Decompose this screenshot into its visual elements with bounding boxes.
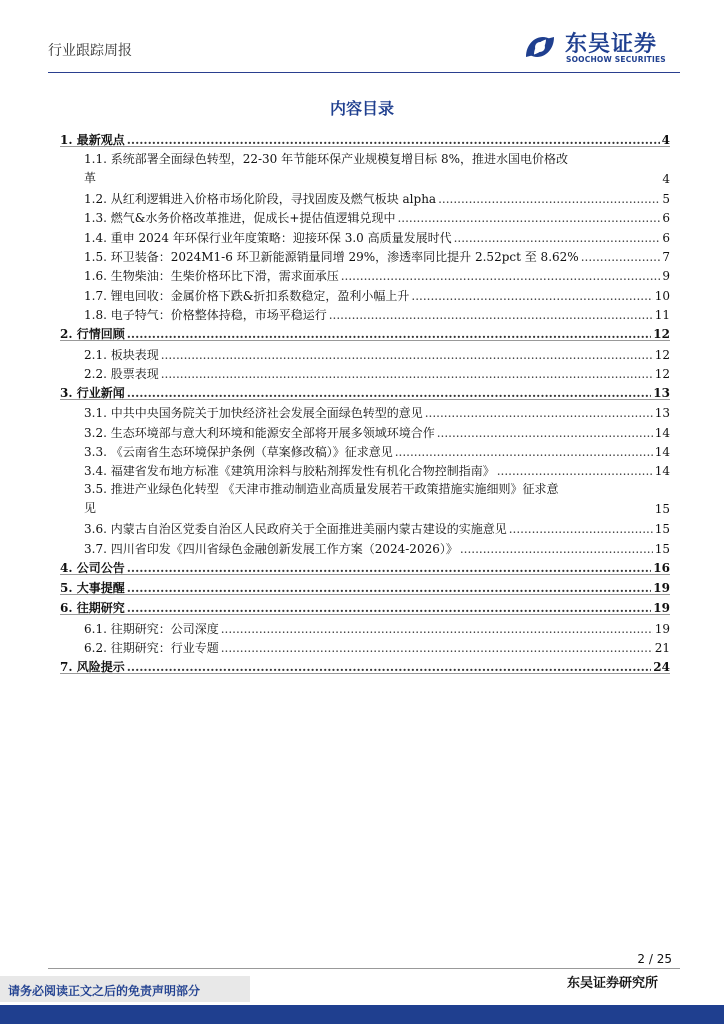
toc-leader-dots <box>497 465 653 477</box>
toc-page-number: 10 <box>654 288 670 303</box>
toc-leader-dots <box>438 193 660 205</box>
toc-section[interactable] <box>60 575 670 595</box>
toc-page-number: 12 <box>654 347 670 362</box>
toc-entry-label: 1.7. 锂电回收：金属价格下跌&折扣系数稳定，盈利小幅上升 <box>84 288 410 303</box>
toc-leader-dots <box>454 232 661 244</box>
toc-entry-label: 3.7. 四川省印发《四川省绿色金融创新发展工作方案（2024-2026）》 <box>84 541 458 556</box>
toc-page-number: 12 <box>654 366 670 381</box>
toc-section[interactable] <box>60 595 670 615</box>
toc-leader-dots <box>329 309 653 321</box>
toc-section[interactable] <box>60 321 670 341</box>
toc-page-number: 9 <box>662 269 670 284</box>
toc-leader-dots <box>127 661 652 673</box>
toc-entry-label: 6.1. 往期研究：公司深度 <box>84 621 219 636</box>
toc-section-label: 5. 大事提醒 <box>60 581 125 596</box>
toc-entry-label: 3.2. 生态环境部与意大利环境和能源安全部将开展多领域环境合作 <box>84 425 435 440</box>
toc-page-number: 19 <box>653 601 670 616</box>
toc-entry-label: 6.2. 往期研究：行业专题 <box>84 641 219 656</box>
toc-entry-label: 3.5. 推进产业绿色化转型 《天津市推动制造业高质量发展若干政策措施实施细则》征求意 <box>84 481 559 496</box>
toc-page-number: 16 <box>653 560 670 575</box>
toc-leader-dots <box>341 270 661 282</box>
toc-section-label: 1. 最新观点 <box>60 133 125 148</box>
toc-leader-dots <box>460 543 653 555</box>
toc-leader-dots <box>127 387 652 399</box>
toc-section-label: 2. 行情回顾 <box>60 327 125 342</box>
toc-leader-dots <box>395 446 653 458</box>
toc-entry[interactable] <box>60 361 670 380</box>
toc-entry[interactable] <box>60 263 670 282</box>
toc-entry-label: 1.4. 重申 2024 年环保行业年度策略：迎接环保 3.0 高质量发展时代 <box>84 230 452 245</box>
toc-entry[interactable] <box>60 186 670 205</box>
toc-leader-dots <box>397 212 660 224</box>
toc-entry[interactable] <box>60 615 670 634</box>
toc-page-number: 14 <box>654 464 670 479</box>
toc-page-number: 4 <box>662 171 670 186</box>
toc-entry[interactable] <box>60 400 670 419</box>
toc-entry[interactable] <box>60 341 670 360</box>
header-divider <box>48 72 680 73</box>
toc-entry-label: 3.1. 中共中央国务院关于加快经济社会发展全面绿色转型的意见 <box>84 406 423 421</box>
toc-page-number: 19 <box>653 581 670 596</box>
toc-leader-dots <box>161 368 653 380</box>
toc-section-label: 7. 风险提示 <box>60 660 125 675</box>
toc-page-number: 19 <box>654 621 670 636</box>
toc-entry[interactable] <box>60 147 670 186</box>
logo-mark-icon <box>520 27 560 67</box>
toc-leader-dots <box>581 251 661 263</box>
toc-leader-dots <box>127 582 652 594</box>
footer-company: 东吴证券研究所 <box>566 976 658 991</box>
toc-section[interactable] <box>60 127 670 147</box>
toc-leader-dots <box>127 328 652 340</box>
toc-page-number: 6 <box>662 211 670 226</box>
company-logo <box>520 27 680 71</box>
toc-entry-label: 1.6. 生物柴油：生柴价格环比下滑，需求面承压 <box>84 269 339 284</box>
toc-entry-label: 1.1. 系统部署全面绿色转型，22-30 年节能环保产业规模复增目标 8%，推进水国电价格改 <box>84 151 568 166</box>
toc-entry[interactable] <box>60 477 670 516</box>
footer-divider <box>48 968 680 969</box>
toc-entry-label: 3.4. 福建省发布地方标准《建筑用涂料与胶粘剂挥发性有机化合物控制指南》 <box>84 464 495 479</box>
toc-section-label: 4. 公司公告 <box>60 560 125 575</box>
toc-page-number: 21 <box>654 641 670 656</box>
toc-page-number: 13 <box>654 406 670 421</box>
toc-page-number: 15 <box>654 501 670 516</box>
toc-page-number: 5 <box>662 192 670 207</box>
toc-page-number: 24 <box>653 660 670 675</box>
toc-entry[interactable] <box>60 224 670 243</box>
toc-leader-dots <box>127 562 652 574</box>
toc-page-number: 11 <box>654 307 670 322</box>
toc-entry[interactable] <box>60 516 670 535</box>
toc-page-number: 14 <box>654 445 670 460</box>
toc-entry[interactable] <box>60 282 670 301</box>
report-category: 行业跟踪周报 <box>48 43 132 59</box>
toc-section[interactable] <box>60 654 670 674</box>
logo-chinese-name: 东吴证券 <box>565 32 658 57</box>
toc-entry-label: 1.3. 燃气&水务价格改革推进，促成长+提估值逻辑兑现中 <box>84 211 396 226</box>
toc-leader-dots <box>509 523 653 535</box>
toc-entry-label: 1.2. 从红利逻辑进入价格市场化阶段，寻找固废及燃气板块 alpha <box>84 192 437 207</box>
toc-entry-label: 3.3. 《云南省生态环境保护条例（草案修改稿）》征求意见 <box>84 445 393 460</box>
toc-title: 内容目录 <box>329 99 394 118</box>
disclaimer-text[interactable]: 请务必阅读正文之后的免责声明部分 <box>8 984 201 998</box>
toc-section-label: 6. 往期研究 <box>60 601 125 616</box>
toc-entry[interactable] <box>60 302 670 321</box>
bottom-color-bar <box>0 1005 724 1024</box>
toc-leader-dots <box>221 642 653 654</box>
toc-leader-dots <box>221 623 653 635</box>
toc-page-number: 15 <box>654 541 670 556</box>
toc-leader-dots <box>437 427 653 439</box>
toc-leader-dots <box>411 290 652 302</box>
toc-page-number: 15 <box>654 522 670 537</box>
toc-entry[interactable] <box>60 635 670 654</box>
toc-entry[interactable] <box>60 535 670 554</box>
toc-entry-label: 2.1. 板块表现 <box>84 347 159 362</box>
toc-section-label: 3. 行业新闻 <box>60 386 125 401</box>
toc-page-number: 6 <box>662 230 670 245</box>
toc-entry[interactable] <box>60 458 670 477</box>
toc-entry-label-cont: 见 <box>84 500 97 515</box>
toc-leader-dots <box>127 134 660 146</box>
toc-entry-label: 1.5. 环卫装备：2024M1-6 环卫新能源销量同增 29%，渗透率同比提升 2.52pct 至 8.62% <box>84 250 579 265</box>
toc-page-number: 13 <box>653 386 670 401</box>
toc-section[interactable] <box>60 555 670 575</box>
toc-entry-label: 1.8. 电子特气：价格整体持稳，市场平稳运行 <box>84 307 327 322</box>
page-indicator: 2 / 25 <box>637 952 672 966</box>
toc-page-number: 14 <box>654 425 670 440</box>
table-of-contents <box>60 127 670 674</box>
toc-entry[interactable] <box>60 439 670 458</box>
toc-leader-dots <box>161 349 653 361</box>
logo-english-name: SOOCHOW SECURITIES <box>566 55 666 64</box>
toc-page-number: 12 <box>653 327 670 342</box>
toc-entry[interactable] <box>60 205 670 224</box>
toc-leader-dots <box>425 407 653 419</box>
toc-entry[interactable] <box>60 419 670 438</box>
toc-page-number: 7 <box>662 250 670 265</box>
toc-entry-label: 3.6. 内蒙古自治区党委自治区人民政府关于全面推进美丽内蒙古建设的实施意见 <box>84 522 507 537</box>
toc-leader-dots <box>127 602 652 614</box>
toc-section[interactable] <box>60 380 670 400</box>
toc-entry-label: 2.2. 股票表现 <box>84 366 159 381</box>
toc-entry[interactable] <box>60 244 670 263</box>
toc-page-number: 4 <box>661 133 670 148</box>
toc-entry-label-cont: 革 <box>84 170 97 185</box>
